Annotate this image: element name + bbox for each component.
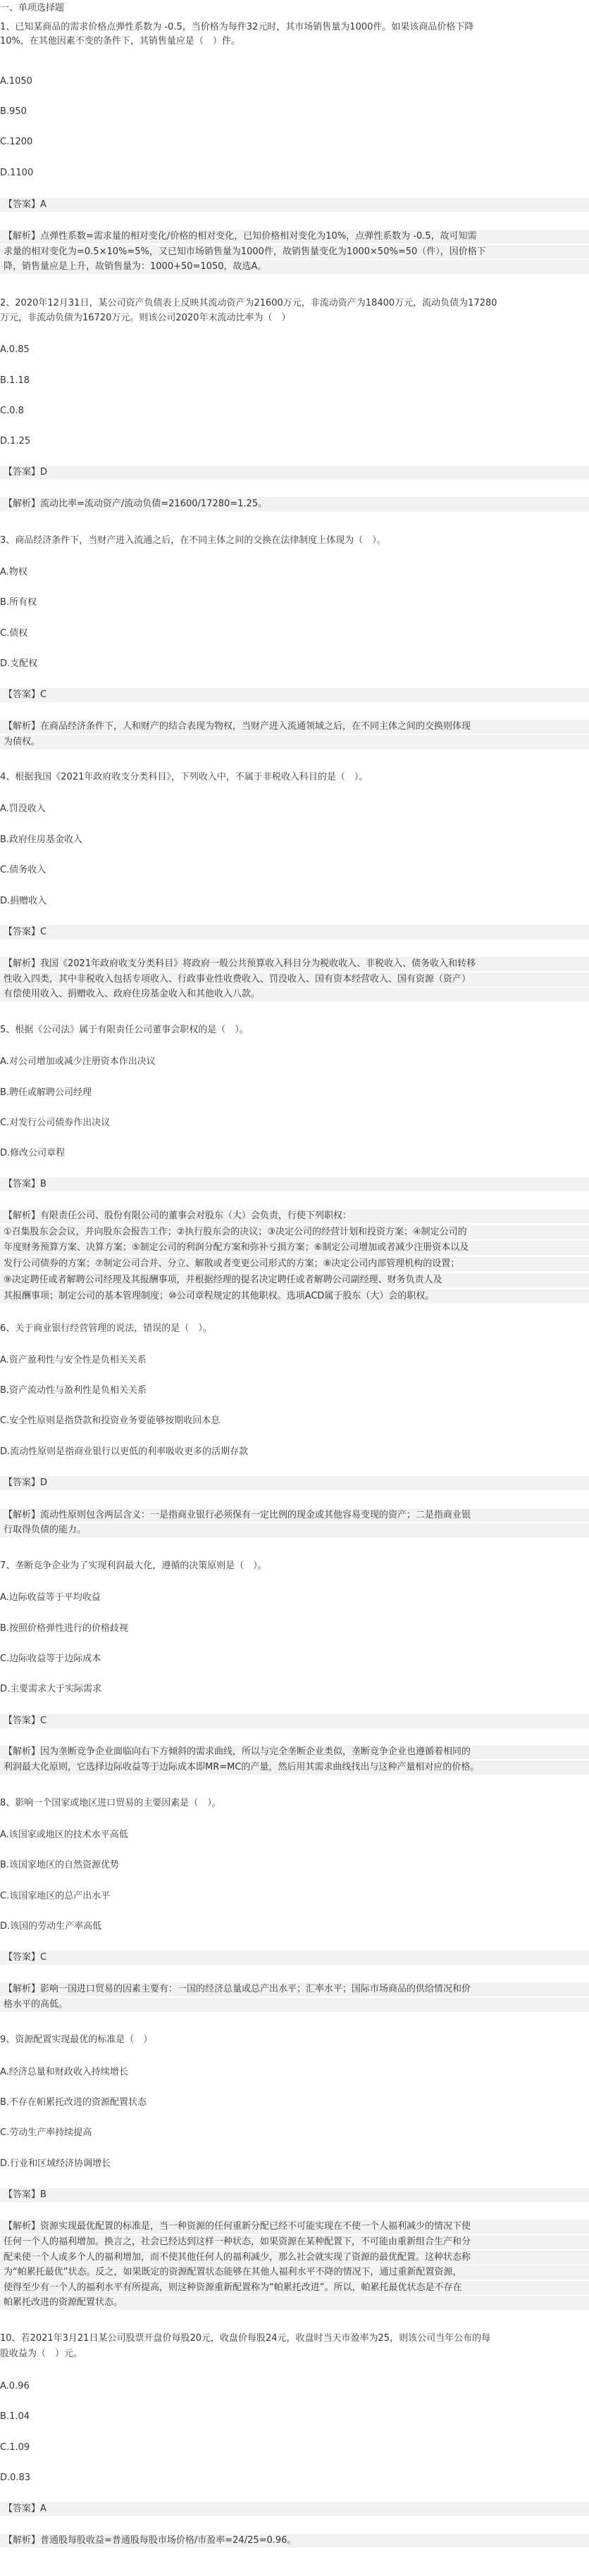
answer-option: A.边际收益等于平均收益 bbox=[0, 1592, 101, 1603]
answer-option: B.聘任或解聘公司经理 bbox=[0, 1087, 92, 1098]
question-stem: 股收益为（ ）元。 bbox=[0, 2349, 83, 2359]
analysis-text: 利润最大化原则，它选择边际收益等于边际成本即MR=MC的产量，然后用其需求曲线找出与这种产量相对应的价格。 bbox=[0, 1761, 589, 1775]
analysis-text: 行取得负债的能力。 bbox=[0, 1523, 589, 1537]
answer-option: B.按照价格弹性进行的价格歧视 bbox=[0, 1623, 129, 1634]
question-stem: 10、若2021年3月21日某公司股票开盘价每股20元，收盘价每股24元，收盘时当天市盈率为25，则该公司当年公布的每 bbox=[0, 2333, 491, 2344]
answer-option: C.劳动生产率持续提高 bbox=[0, 2127, 92, 2138]
answer-option: B.资产流动性与盈利性是负相关关系 bbox=[0, 1385, 147, 1396]
answer-option: B.政府住房基金收入 bbox=[0, 834, 83, 845]
analysis-text: 配来使一个人或多个人的福利增加，而不使其他任何人的福利减少，那么社会就实现了资源的最优配置。这种状态称 bbox=[0, 2251, 589, 2265]
answer-key: 【答案】C bbox=[0, 1714, 589, 1728]
answer-option: D.0.83 bbox=[0, 2472, 31, 2483]
answer-option: A.罚没收入 bbox=[0, 804, 46, 814]
answer-option: A.资产盈利性与安全性是负相关关系 bbox=[0, 1355, 147, 1365]
answer-option: B.该国家地区的自然资源优势 bbox=[0, 1860, 120, 1870]
analysis-text: 性收入四类，其中非税收入包括专项收入、行政事业性收费收入、罚没收入、国有资本经营收入、国有资源（资产） bbox=[0, 973, 589, 987]
answer-option: C.安全性原则是指贷款和投资业务要能够按期收回本息 bbox=[0, 1415, 221, 1426]
answer-key: 【答案】A bbox=[0, 2502, 589, 2516]
question-stem: 7、垄断竞争企业为了实现利润最大化，遵循的决策原则是（ ）。 bbox=[0, 1561, 267, 1571]
question-stem: 6、关于商业银行经营管理的说法，错误的是（ ）。 bbox=[0, 1323, 212, 1334]
section-title: 一、单项选择题 bbox=[0, 3, 65, 13]
analysis-text: 求量的相对变化为=0.5×10%=5%，又已知市场销售量为1000件，故销售量变化为1000×50%=50（件），因价格下 bbox=[0, 245, 589, 259]
answer-key: 【答案】C bbox=[0, 1951, 589, 1965]
answer-option: D.流动性原则是指商业银行以更低的利率吸收更多的活期存款 bbox=[0, 1446, 249, 1457]
answer-option: D.1100 bbox=[0, 168, 34, 178]
analysis-text: 其报酬事项；制定公司的基本管理制度；⑩公司章程规定的其他职权。选项ACD属于股东（大）会的职权。 bbox=[0, 1289, 589, 1303]
answer-option: C.1.09 bbox=[0, 2442, 30, 2453]
analysis-text: 【解析】在商品经济条件下，人和财产的结合表现为物权，当财产进入流通领域之后，在不同主体之间的交换则体现 bbox=[0, 720, 589, 734]
answer-option: C.0.8 bbox=[0, 406, 24, 416]
question-stem: 万元，非流动负债为16720万元。则该公司2020年末流动比率为（ ） bbox=[0, 313, 291, 323]
answer-option: D.行业和区域经济协调增长 bbox=[0, 2158, 111, 2169]
answer-option: B.所有权 bbox=[0, 597, 37, 608]
analysis-text: 【解析】我国《2021年政府收支分类科目》将政府一般公共预算收入科目分为税收收入、非税收入、债务收入和转移 bbox=[0, 957, 589, 971]
answer-option: D.1.25 bbox=[0, 436, 31, 446]
analysis-text: 发行公司债券的方案；⑦制定公司合并、分立、解散或者变更公司形式的方案；⑧决定公司内部管理机构的设置； bbox=[0, 1257, 589, 1271]
answer-option: C.该国家地区的总产出水平 bbox=[0, 1891, 111, 1901]
question-stem: 10%，在其他因素不变的条件下，其销售量应是（ ）件。 bbox=[0, 36, 240, 46]
question-stem: 2、2020年12月31日，某公司资产负债表上反映其流动资产为21600万元，非流动资产为18400万元，流动负债为17280 bbox=[0, 298, 497, 308]
answer-option: B.950 bbox=[0, 106, 27, 117]
answer-option: A.对公司增加或减少注册资本作出决议 bbox=[0, 1056, 156, 1067]
answer-option: A.0.85 bbox=[0, 344, 30, 355]
question-stem: 5、根据《公司法》属于有限责任公司董事会职权的是（ ）。 bbox=[0, 1025, 249, 1035]
answer-option: B.1.04 bbox=[0, 2411, 30, 2422]
answer-key: 【答案】B bbox=[0, 2188, 589, 2202]
analysis-text: 【解析】有限责任公司、股份有限公司的董事会对股东（大）会负责，行使下列职权： bbox=[0, 1209, 589, 1223]
question-stem: 3、商品经济条件下，当财产进入流通之后，在不同主体之间的交换在法律制度上体现为（ ）。 bbox=[0, 535, 386, 546]
analysis-text: 使得至少有一个人的福利水平有所提高，则这种资源重新配置称为“帕累托改进”。所以，帕累托最优状态是不存在 bbox=[0, 2281, 589, 2295]
answer-key: 【答案】D bbox=[0, 1476, 589, 1490]
analysis-text: 有偿使用收入、捐赠收入、政府住房基金收入和其他收入八款。 bbox=[0, 987, 589, 1001]
answer-option: A.该国家或地区的技术水平高低 bbox=[0, 1830, 128, 1840]
answer-option: C.1200 bbox=[0, 137, 33, 147]
answer-option: C.债权 bbox=[0, 628, 28, 639]
question-stem: 8、影响一个国家或地区进口贸易的主要因素是（ ）。 bbox=[0, 1798, 221, 1808]
answer-option: B.不存在帕累托改进的资源配置状态 bbox=[0, 2097, 147, 2108]
answer-option: D.主要需求大于实际需求 bbox=[0, 1684, 102, 1694]
analysis-text: 格水平的高低。 bbox=[0, 1998, 589, 2012]
answer-option: A.物权 bbox=[0, 567, 27, 577]
answer-key: 【答案】D bbox=[0, 465, 589, 480]
answer-option: D.该国的劳动生产率高低 bbox=[0, 1921, 102, 1932]
analysis-text: 降，销售量应是上升，故销售量为：1000+50=1050，故选A。 bbox=[0, 260, 589, 274]
analysis-text: 【解析】点弹性系数=需求量的相对变化/价格的相对变化，已知价格相对变化为10%，点弹性系数为 -0.5，故可知需 bbox=[0, 230, 589, 244]
analysis-text: ①召集股东会会议，并向股东会报告工作；②执行股东会的决议；③决定公司的经营计划和投资方案；④制定公司的 bbox=[0, 1225, 589, 1239]
answer-key: 【答案】A bbox=[0, 198, 589, 212]
analysis-text: 【解析】普通股每股收益=普通股每股市场价格/市盈率=24/25=0.96。 bbox=[0, 2534, 589, 2548]
answer-option: C.边际收益等于边际成本 bbox=[0, 1653, 101, 1664]
analysis-text: 任何一个人的福利增加。换言之，社会已经达到这样一种状态，如果资源在某种配置下，不可能由重新组合生产和分 bbox=[0, 2235, 589, 2249]
answer-key: 【答案】B bbox=[0, 1177, 589, 1192]
question-stem: 9、资源配置实现最优的标准是（ ） bbox=[0, 2034, 153, 2045]
answer-option: C.债务收入 bbox=[0, 865, 46, 875]
analysis-text: 帕累托改进的资源配置状态。 bbox=[0, 2296, 589, 2310]
analysis-text: 【解析】影响一国进口贸易的因素主要有：一国的经济总量或总产出水平；汇率水平；国际市场商品的供给情况和价 bbox=[0, 1982, 589, 1996]
analysis-text: 为“帕累托最优”状态。反之，如果既定的资源配置状态能够在其他人福利水平不降的情况下，通过重新配置资源， bbox=[0, 2265, 589, 2280]
answer-option: A.1050 bbox=[0, 76, 32, 87]
analysis-text: 年度财务预算方案、决算方案；⑤制定公司的利润分配方案和弥补亏损方案；⑥制定公司增加或者减少注册资本以及 bbox=[0, 1241, 589, 1255]
answer-option: D.修改公司章程 bbox=[0, 1148, 66, 1158]
question-stem: 4、根据我国《2021年政府收支分类科目》，下列收入中，不属于非税收入科目的是（ ）。 bbox=[0, 772, 368, 782]
analysis-text: ⑨决定聘任或者解聘公司经理及其报酬事项，并根据经理的提名决定聘任或者解聘公司副经理、财务负责人及 bbox=[0, 1273, 589, 1287]
answer-option: A.经济总量和财政收入持续增长 bbox=[0, 2067, 128, 2077]
answer-option: D.支配权 bbox=[0, 658, 38, 669]
question-stem: 1、已知某商品的需求价格点弹性系数为 -0.5，当价格为每件32元时，其市场销售量为1000件。如果该商品价格下降 bbox=[0, 22, 474, 32]
analysis-text: 【解析】因为垄断竞争企业面临向右下方倾斜的需求曲线，所以与完全垄断企业类似，垄断竞争企业也遵循着相同的 bbox=[0, 1745, 589, 1759]
analysis-text: 【解析】流动比率=流动资产/流动负债=21600/17280=1.25。 bbox=[0, 497, 589, 511]
answer-key: 【答案】C bbox=[0, 688, 589, 702]
analysis-text: 【解析】流动性原则包含两层含义：一是指商业银行必须保有一定比例的现金或其他容易变现的资产；二是指商业银 bbox=[0, 1508, 589, 1523]
answer-option: B.1.18 bbox=[0, 375, 30, 386]
analysis-text: 【解析】资源实现最优配置的标准是，当一种资源的任何重新分配已经不可能实现在不使一个人福利减少的情况下使 bbox=[0, 2220, 589, 2234]
answer-option: D.捐赠收入 bbox=[0, 896, 47, 906]
answer-option: A.0.96 bbox=[0, 2381, 30, 2391]
answer-key: 【答案】C bbox=[0, 925, 589, 939]
analysis-text: 为债权。 bbox=[0, 735, 589, 749]
answer-option: C.对发行公司债券作出决议 bbox=[0, 1118, 111, 1128]
